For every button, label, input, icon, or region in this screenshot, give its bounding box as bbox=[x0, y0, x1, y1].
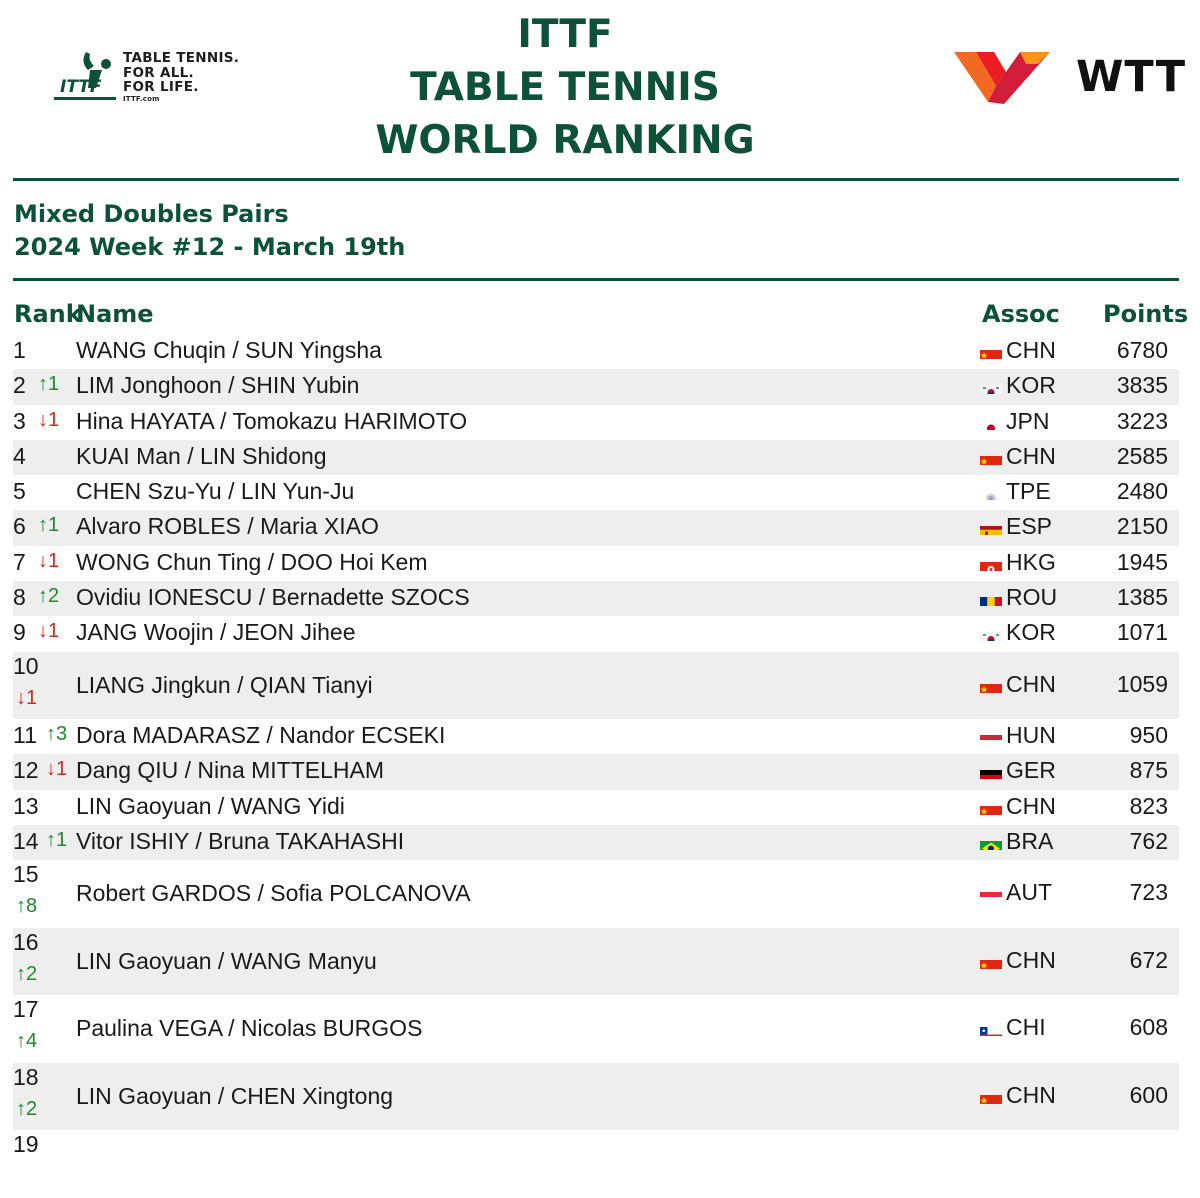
rank-cell: 7 bbox=[13, 548, 26, 575]
rank-cell: 6 bbox=[13, 513, 26, 540]
pair-name: LIN Gaoyuan / WANG Manyu bbox=[76, 947, 377, 974]
bra-flag-icon bbox=[980, 835, 1002, 850]
table-row bbox=[13, 475, 1179, 510]
rank-cell: 13 bbox=[13, 792, 39, 819]
pair-name: Robert GARDOS / Sofia POLCANOVA bbox=[76, 880, 471, 907]
pair-name: Dora MADARASZ / Nandor ECSEKI bbox=[76, 722, 446, 749]
rank-change: ↑1 bbox=[38, 514, 60, 537]
rank-cell: 1 bbox=[13, 337, 26, 363]
pair-name: Ovidiu IONESCU / Bernadette SZOCS bbox=[76, 584, 470, 611]
points-cell: 672 bbox=[1129, 946, 1168, 973]
ittf-logo bbox=[50, 48, 260, 108]
rank-change: ↑4 bbox=[16, 1030, 38, 1053]
assoc-cell: ESP bbox=[1006, 513, 1053, 540]
rank-cell: 19 bbox=[13, 1131, 39, 1158]
assoc-cell: CHN bbox=[1006, 337, 1056, 363]
assoc-cell: AUT bbox=[1006, 879, 1052, 906]
rank-cell: 17 bbox=[13, 996, 39, 1023]
rank-change: ↓1 bbox=[38, 408, 60, 431]
table-row bbox=[13, 928, 1179, 996]
rank-change: ↓1 bbox=[38, 549, 60, 572]
points-cell: 1945 bbox=[1116, 548, 1168, 575]
wtt-w-icon bbox=[950, 46, 1060, 108]
rank-cell: 16 bbox=[13, 928, 39, 955]
chn-flag-icon bbox=[980, 954, 1002, 969]
tpe-flag-icon bbox=[980, 485, 1002, 500]
points-cell: 600 bbox=[1129, 1081, 1168, 1108]
points-cell: 2150 bbox=[1116, 513, 1168, 540]
table-row bbox=[13, 369, 1179, 404]
divider bbox=[13, 278, 1179, 281]
assoc-cell: CHN bbox=[1006, 1081, 1056, 1108]
table-row bbox=[13, 1130, 1179, 1198]
assoc-cell: CHN bbox=[1006, 946, 1056, 973]
rank-change: ↑2 bbox=[16, 1097, 38, 1120]
rank-cell: 11 bbox=[13, 722, 37, 749]
pair-name: Hina HAYATA / Tomokazu HARIMOTO bbox=[76, 407, 468, 434]
rank-cell: 8 bbox=[13, 584, 26, 611]
header-points: Points bbox=[1103, 300, 1189, 328]
points-cell: 3223 bbox=[1116, 407, 1168, 434]
table-row bbox=[13, 581, 1179, 616]
pair-name: LIN Gaoyuan / WANG Yidi bbox=[76, 792, 345, 819]
rou-flag-icon bbox=[980, 591, 1002, 606]
rank-change: ↑8 bbox=[16, 895, 38, 918]
rank-cell: 12 bbox=[13, 757, 39, 784]
title-line-2: TABLE TENNIS bbox=[410, 65, 720, 110]
divider bbox=[13, 178, 1179, 181]
pair-name: LIN Gaoyuan / CHEN Xingtong bbox=[76, 1082, 394, 1109]
title-line-3: WORLD RANKING bbox=[375, 118, 755, 163]
table-row bbox=[13, 440, 1179, 475]
assoc-cell: TPE bbox=[1006, 478, 1051, 505]
assoc-cell: CHN bbox=[1006, 442, 1056, 469]
chi-flag-icon bbox=[980, 1021, 1002, 1036]
assoc-cell: ROU bbox=[1006, 584, 1058, 611]
assoc-cell: HUN bbox=[1006, 722, 1056, 749]
ger-flag-icon bbox=[980, 764, 1002, 779]
header-assoc: Assoc bbox=[982, 300, 1060, 328]
page-header bbox=[0, 0, 1200, 180]
points-cell: 1385 bbox=[1116, 584, 1168, 611]
pair-name: KUAI Man / LIN Shidong bbox=[76, 442, 327, 469]
pair-name: JANG Woojin / JEON Jihee bbox=[76, 619, 356, 646]
rank-change: ↓1 bbox=[46, 758, 68, 781]
table-row bbox=[13, 334, 1179, 369]
table-row bbox=[13, 719, 1179, 754]
points-cell: 1071 bbox=[1116, 619, 1168, 646]
assoc-cell: KOR bbox=[1006, 372, 1056, 399]
rank-cell: 5 bbox=[13, 478, 26, 505]
points-cell: 875 bbox=[1129, 757, 1168, 784]
points-cell: 3835 bbox=[1116, 372, 1168, 399]
table-row bbox=[13, 652, 1179, 720]
table-row bbox=[13, 790, 1179, 825]
header-rank: Rank bbox=[14, 300, 82, 328]
ittf-player-icon bbox=[50, 48, 120, 104]
pair-name: LIM Jonghoon / SHIN Yubin bbox=[76, 372, 360, 399]
assoc-cell: BRA bbox=[1006, 828, 1054, 855]
pair-name: Paulina VEGA / Nicolas BURGOS bbox=[76, 1015, 423, 1042]
table-row bbox=[13, 825, 1179, 860]
rank-cell: 4 bbox=[13, 442, 26, 469]
table-row bbox=[13, 546, 1179, 581]
table-row bbox=[13, 995, 1179, 1063]
table-row bbox=[13, 510, 1179, 545]
hkg-flag-icon bbox=[980, 556, 1002, 571]
chn-flag-icon bbox=[980, 450, 1002, 465]
ranking-table bbox=[13, 334, 1179, 1198]
table-row bbox=[13, 860, 1179, 928]
points-cell: 608 bbox=[1129, 1014, 1168, 1041]
wtt-logo bbox=[950, 46, 1190, 112]
assoc-cell: KOR bbox=[1006, 619, 1056, 646]
points-cell: 6780 bbox=[1116, 337, 1168, 363]
hun-flag-icon bbox=[980, 729, 1002, 744]
rank-cell: 2 bbox=[13, 372, 26, 399]
rank-cell: 18 bbox=[13, 1063, 39, 1090]
rank-change: ↓1 bbox=[38, 620, 60, 643]
points-cell: 2480 bbox=[1116, 478, 1168, 505]
assoc-cell: CHI bbox=[1006, 1014, 1046, 1041]
pair-name: LIANG Jingkun / QIAN Tianyi bbox=[76, 671, 373, 698]
title-line-1: ITTF bbox=[517, 12, 613, 57]
table-row bbox=[13, 616, 1179, 651]
page-title bbox=[360, 8, 770, 167]
points-cell: 762 bbox=[1129, 828, 1168, 855]
pair-name: Alvaro ROBLES / Maria XIAO bbox=[76, 513, 379, 540]
pair-name: WONG Chun Ting / DOO Hoi Kem bbox=[76, 548, 428, 575]
assoc-cell: CHN bbox=[1006, 670, 1056, 697]
ittf-mark: ITTF bbox=[60, 77, 102, 97]
points-cell: 723 bbox=[1129, 879, 1168, 906]
rank-cell: 9 bbox=[13, 619, 26, 646]
category-label: Mixed Doubles Pairs bbox=[14, 200, 289, 228]
points-cell: 2585 bbox=[1116, 442, 1168, 469]
pair-name: WANG Chuqin / SUN Yingsha bbox=[76, 337, 382, 363]
kor-flag-icon bbox=[980, 626, 1002, 641]
wtt-wordmark: WTT bbox=[1076, 52, 1187, 102]
pair-name: Vitor ISHIY / Bruna TAKAHASHI bbox=[76, 828, 405, 855]
points-cell: 950 bbox=[1129, 722, 1168, 749]
assoc-cell: CHN bbox=[1006, 792, 1056, 819]
header-name: Name bbox=[76, 300, 154, 328]
rank-cell: 15 bbox=[13, 861, 39, 888]
chn-flag-icon bbox=[980, 800, 1002, 815]
assoc-cell: JPN bbox=[1006, 407, 1050, 434]
ittf-tagline: TABLE TENNIS. FOR ALL. FOR LIFE. ITTF.com bbox=[123, 50, 240, 103]
esp-flag-icon bbox=[980, 520, 1002, 535]
rank-change: ↓1 bbox=[16, 686, 38, 709]
rank-cell: 3 bbox=[13, 407, 26, 434]
table-row bbox=[13, 405, 1179, 440]
aut-flag-icon bbox=[980, 886, 1002, 901]
rank-change: ↑2 bbox=[38, 585, 60, 608]
rank-cell: 10 bbox=[13, 652, 39, 679]
kor-flag-icon bbox=[980, 379, 1002, 394]
assoc-cell: GER bbox=[1006, 757, 1056, 784]
rank-change: ↑2 bbox=[16, 962, 38, 985]
table-row bbox=[13, 1063, 1179, 1131]
table-header bbox=[0, 297, 1200, 333]
pair-name: CHEN Szu-Yu / LIN Yun-Ju bbox=[76, 478, 355, 505]
chn-flag-icon bbox=[980, 1089, 1002, 1104]
rank-change: ↑3 bbox=[46, 723, 68, 746]
rank-change: ↑1 bbox=[38, 373, 60, 396]
jpn-flag-icon bbox=[980, 415, 1002, 430]
assoc-cell: HKG bbox=[1006, 548, 1056, 575]
chn-flag-icon bbox=[980, 344, 1002, 359]
points-cell: 823 bbox=[1129, 792, 1168, 819]
rank-change: ↑1 bbox=[46, 829, 68, 852]
week-label: 2024 Week #12 - March 19th bbox=[14, 233, 406, 261]
chn-flag-icon bbox=[980, 678, 1002, 693]
table-row bbox=[13, 754, 1179, 789]
pair-name: Dang QIU / Nina MITTELHAM bbox=[76, 757, 385, 784]
points-cell: 1059 bbox=[1116, 670, 1168, 697]
rank-cell: 14 bbox=[13, 828, 39, 855]
subheading bbox=[14, 198, 405, 264]
